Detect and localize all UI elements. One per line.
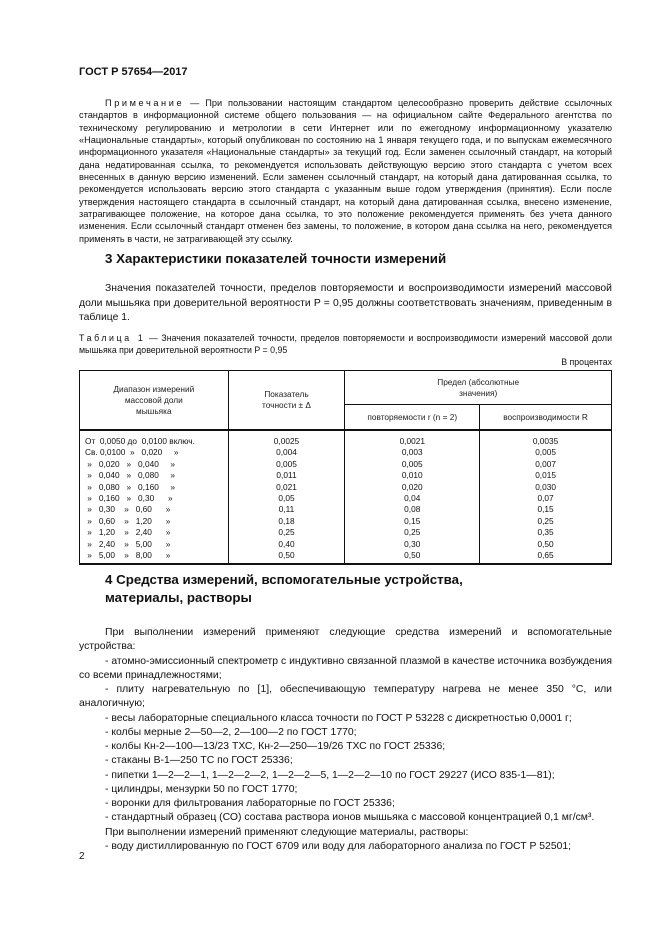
table-row	[80, 527, 612, 538]
list-item: - стаканы В-1—250 ТС по ГОСТ 25336;	[105, 755, 293, 767]
section-4-body	[79, 626, 612, 854]
table-row	[80, 504, 612, 515]
cell-accuracy: 0,50	[228, 550, 345, 564]
cell-range: От 0,0050 до 0,0100 включ.	[80, 430, 229, 447]
list-item: - цилиндры, мензурки 50 по ГОСТ 1770;	[105, 783, 298, 795]
cell-reproducibility: 0,35	[480, 527, 612, 538]
note-paragraph	[79, 97, 612, 245]
list-item: - плиту нагревательную по [1], обеспечивающую температуру нагрева не менее 350 °С, или аналогичную;	[79, 684, 612, 710]
table-caption	[79, 332, 612, 356]
cell-repeatability: 0,30	[345, 539, 480, 550]
table-units: В процентах	[561, 357, 612, 367]
table-row	[80, 459, 612, 470]
section-3-paragraph: Значения показателей точности, пределов повторяемости и воспроизводимости измерений массовой доли мышьяка при доверительной вероятности P = 0,95 должны соответствовать значениям, приведенным в таблице 1.	[79, 283, 612, 324]
cell-accuracy: 0,40	[228, 539, 345, 550]
cell-reproducibility: 0,015	[480, 470, 612, 481]
cell-reproducibility: 0,07	[480, 493, 612, 504]
section-4-title-line1: 4 Средства измерений, вспомогательные устройства,	[105, 572, 463, 587]
header-accuracy: Показатель точности ± Δ	[228, 371, 345, 431]
cell-accuracy: 0,005	[228, 459, 345, 470]
page-number: 2	[79, 851, 85, 862]
list-item: - пипетки 1—2—2—1, 1—2—2—2, 1—2—2—5, 1—2—2—10 по ГОСТ 29227 (ИСО 835-1—81);	[105, 769, 555, 781]
header-range: Диапазон измерений массовой доли мышьяка	[80, 371, 229, 431]
note-block	[79, 97, 612, 245]
list-item: - стандартный образец (СО) состава раствора ионов мышьяка с массовой концентрацией 0,1 мг/см³.	[105, 812, 595, 824]
cell-repeatability: 0,003	[345, 447, 480, 458]
cell-range: » 5,00 » 8,00 »	[80, 550, 229, 564]
section-4-title-line2: материалы, растворы	[105, 590, 252, 605]
cell-reproducibility: 0,65	[480, 550, 612, 564]
cell-accuracy: 0,05	[228, 493, 345, 504]
cell-accuracy: 0,021	[228, 482, 345, 493]
list-item: - воду дистиллированную по ГОСТ 6709 или воду для лабораторного анализа по ГОСТ Р 52501;	[105, 840, 572, 852]
cell-range: » 1,20 » 2,40 »	[80, 527, 229, 538]
document-header: ГОСТ Р 57654—2017	[79, 66, 188, 78]
table-row	[80, 550, 612, 564]
section-3	[79, 250, 612, 268]
accuracy-table	[79, 370, 612, 565]
list-item: - колбы мерные 2—50—2, 2—100—2 по ГОСТ 1770;	[105, 726, 357, 738]
cell-repeatability: 0,0021	[345, 430, 480, 447]
cell-repeatability: 0,020	[345, 482, 480, 493]
cell-repeatability: 0,08	[345, 504, 480, 515]
cell-accuracy: 0,0025	[228, 430, 345, 447]
table-row	[80, 470, 612, 481]
list-item: - атомно-эмиссионный спектрометр с индуктивно связанной плазмой в качестве источника возбуждения со всеми принадлежностями;	[79, 655, 612, 681]
cell-reproducibility: 0,0035	[480, 430, 612, 447]
list-item: - весы лабораторные специального класса точности по ГОСТ Р 53228 с дискретностью 0,0001 г;	[105, 712, 572, 724]
cell-accuracy: 0,011	[228, 470, 345, 481]
cell-repeatability: 0,25	[345, 527, 480, 538]
cell-range: » 2,40 » 5,00 »	[80, 539, 229, 550]
section-3-body	[79, 282, 612, 326]
cell-range: » 0,020 » 0,040 »	[80, 459, 229, 470]
cell-repeatability: 0,15	[345, 516, 480, 527]
cell-accuracy: 0,25	[228, 527, 345, 538]
cell-range: Св. 0,0100 » 0,020 »	[80, 447, 229, 458]
cell-accuracy: 0,11	[228, 504, 345, 515]
table-row	[80, 539, 612, 550]
table-row	[80, 482, 612, 493]
cell-reproducibility: 0,50	[480, 539, 612, 550]
cell-reproducibility: 0,030	[480, 482, 612, 493]
table-row	[80, 516, 612, 527]
section-3-title: 3 Характеристики показателей точности измерений	[105, 251, 447, 266]
paragraph: При выполнении измерений применяют следующие материалы, растворы:	[105, 826, 469, 838]
cell-range: » 0,60 » 1,20 »	[80, 516, 229, 527]
table-caption-text: — Значения показателей точности, пределов повторяемости и воспроизводимости измерений массовой доли мышьяка при доверительной вероятности P = 0,95	[79, 333, 612, 355]
header-repeatability: повторяемости r (n = 2)	[345, 405, 480, 431]
cell-accuracy: 0,004	[228, 447, 345, 458]
section-4	[79, 571, 612, 607]
cell-reproducibility: 0,005	[480, 447, 612, 458]
note-text: — При пользовании настоящим стандартом целесообразно проверить действие ссылочных стандартов в информационной системе общего пользования — на официальном сайте Федерального агентства по техническому регулированию и метрологии в сети Интернет или по ежегодному информационному указателю «Национальные стандарты», который опубликован по состоянию на 1 января текущего года, и по выпускам ежемесячного информационного указателя «Национальные стандарты» за текущий год. Если заменен ссылочный стандарт, на который дана недатированная ссылка, то рекомендуется использовать действующую версию этого стандарта с учетом всех внесенных в данную версию изменений. Если заменен ссылочный стандарт, на который дана датированная ссылка, то рекомендуется использовать версию этого стандарта с указанным выше годом утверждения (принятия). Если после утверждения настоящего стандарта в ссылочный стандарт, на который дана датированная ссылка, внесено изменение, затрагивающее положение, на которое дана ссылка, то это положение рекомендуется применять без учета данного изменения. Если ссылочный стандарт отменен без замены, то положение, в котором дана ссылка на него, рекомендуется применять в части, не затрагивающей эту ссылку.	[79, 98, 612, 244]
header-limit: Предел (абсолютные значения)	[345, 371, 612, 405]
cell-repeatability: 0,04	[345, 493, 480, 504]
cell-reproducibility: 0,15	[480, 504, 612, 515]
cell-reproducibility: 0,007	[480, 459, 612, 470]
cell-range: » 0,040 » 0,080 »	[80, 470, 229, 481]
table-caption-label: Таблица 1	[79, 333, 146, 343]
cell-range: » 0,080 » 0,160 »	[80, 482, 229, 493]
paragraph: При выполнении измерений применяют следующие средства измерений и вспомогательные устройства:	[79, 627, 612, 653]
list-item: - воронки для фильтрования лабораторные по ГОСТ 25336;	[105, 798, 395, 809]
table-row	[80, 493, 612, 504]
note-label: Примечание	[105, 98, 185, 108]
cell-repeatability: 0,005	[345, 459, 480, 470]
cell-accuracy: 0,18	[228, 516, 345, 527]
header-reproducibility: воспроизводимости R	[480, 405, 612, 431]
cell-range: » 0,160 » 0,30 »	[80, 493, 229, 504]
cell-repeatability: 0,010	[345, 470, 480, 481]
list-item: - колбы Кн-2—100—13/23 ТХС, Кн-2—250—19/26 ТХС по ГОСТ 25336;	[105, 741, 446, 752]
cell-reproducibility: 0,25	[480, 516, 612, 527]
cell-range: » 0,30 » 0,60 »	[80, 504, 229, 515]
table-row	[80, 447, 612, 458]
table-row	[80, 430, 612, 447]
cell-repeatability: 0,50	[345, 550, 480, 564]
